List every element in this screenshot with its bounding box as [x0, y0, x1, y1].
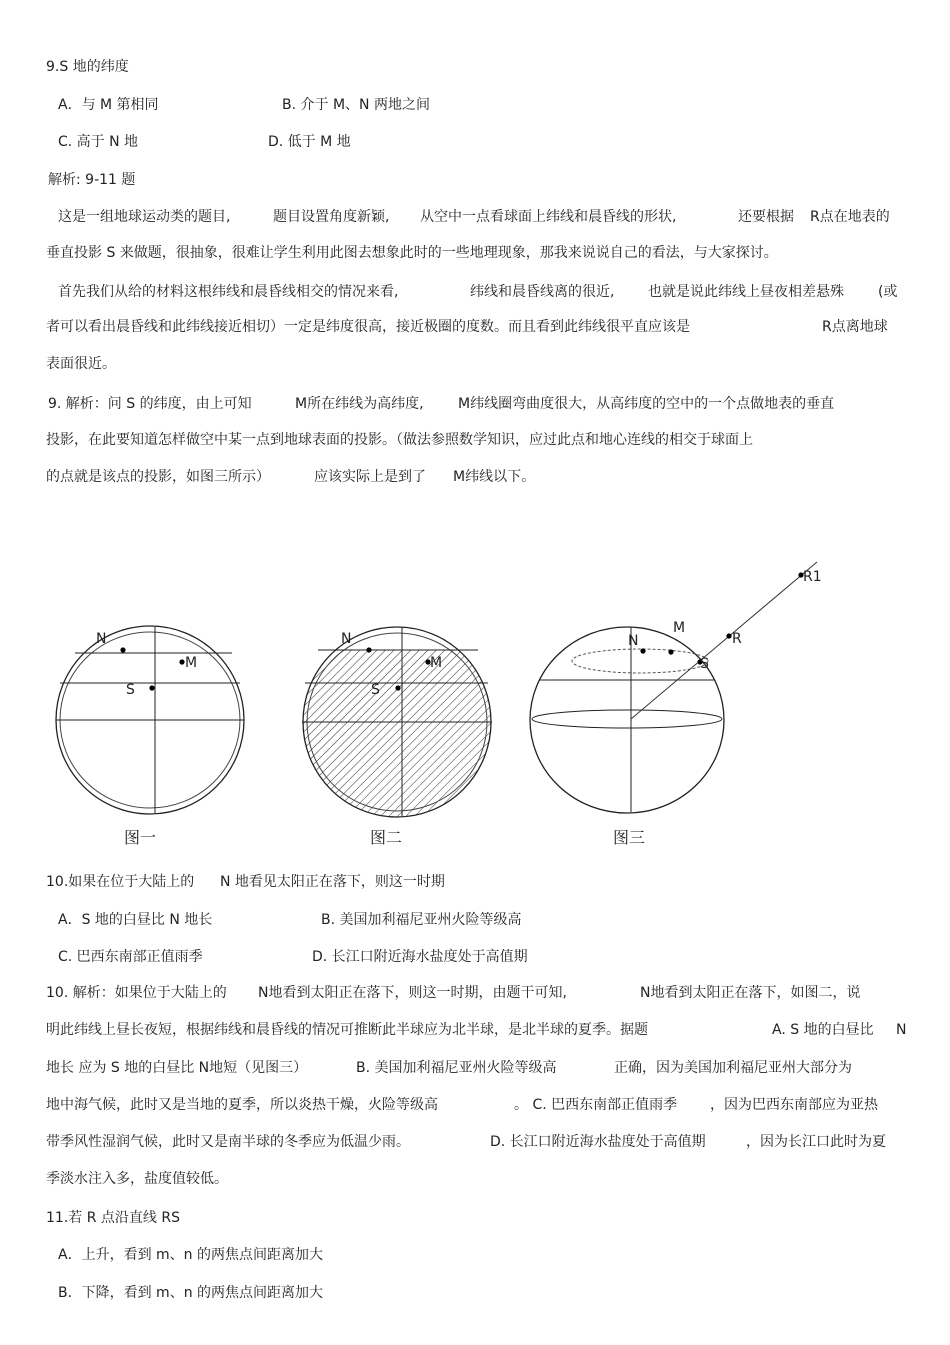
a10-line3-b: B. 美国加利福尼亚州火险等级高	[356, 1060, 557, 1076]
fig3-projection-line	[631, 562, 817, 719]
para1-line1-a: 这是一组地球运动类的题目,	[58, 209, 231, 225]
para2-line1-b: 纬线和晨昏线离的很近,	[470, 284, 615, 300]
para1-line2: 垂直投影 S 来做题，很抽象，很难让学生利用此图去想象此时的一些地理现象，那我来说说自己的看法，与大家探讨。	[46, 245, 778, 261]
fig2-label-n: N	[341, 631, 352, 647]
a9-line1-b: M所在纬线为高纬度,	[295, 396, 424, 412]
a9-line3-a: 的点就是该点的投影，如图三所示）	[46, 469, 270, 485]
para1-line1-c: 从空中一点看球面上纬线和晨昏线的形状,	[420, 209, 677, 225]
fig3-caption: 图三	[613, 828, 646, 847]
q9-option-b: B. 介于 M、N 两地之间	[282, 97, 430, 113]
fig2-caption: 图二	[370, 828, 403, 847]
para1-line1-d: 还要根据	[738, 209, 794, 225]
q11-option-b: B．下降，看到 m、n 的两焦点间距离加大	[58, 1285, 324, 1301]
fig3-globe	[530, 627, 724, 813]
para2-line1-d: (或	[878, 284, 898, 300]
figure-3	[530, 562, 822, 847]
q10-option-b: B. 美国加利福尼亚州火险等级高	[321, 912, 522, 928]
a10-line1-a: 10. 解析：如果位于大陆上的	[46, 985, 227, 1001]
fig3-equator	[532, 710, 722, 728]
para2-line3: 表面很近。	[46, 356, 116, 372]
fig1-caption: 图一	[124, 828, 157, 847]
figure-2	[290, 627, 510, 847]
a9-line3-c: M纬线以下。	[453, 469, 536, 485]
a10-line4-c: ，因为巴西东南部应为亚热	[710, 1097, 878, 1113]
a9-line2: 投影，在此要知道怎样做空中某一点到地球表面的投影。（做法参照数学知识，应过此点和地心连线的相交于球面上	[46, 432, 753, 448]
para1-line1-e: R点在地表的	[810, 209, 890, 225]
fig3-label-r1: R1	[803, 569, 822, 585]
a9-line3-b: 应该实际上是到了	[314, 469, 426, 485]
para2-line2-a: 者可以看出晨昏线和此纬线接近相切）一定是纬度很高，接近极圈的度数。而且看到此纬线很平直应该是	[46, 319, 690, 335]
fig1-label-m: M	[185, 655, 198, 671]
a10-line4-b: 。 C. 巴西东南部正值雨季	[514, 1097, 678, 1113]
fig1-label-s: S	[126, 682, 135, 698]
a10-line1-b: N地看到太阳正在落下，则这一时期，由题干可知,	[258, 985, 567, 1001]
fig2-label-s: S	[371, 682, 380, 698]
para1-line1-b: 题目设置角度新颖,	[273, 209, 390, 225]
fig3-label-r: R	[732, 631, 742, 647]
para2-line2-b: R点离地球	[822, 319, 888, 335]
q10-title-b: N 地看见太阳正在落下，则这一时期	[220, 874, 445, 890]
a10-line6: 季淡水注入多，盐度值较低。	[46, 1171, 228, 1187]
fig3-label-s: S	[700, 656, 709, 672]
fig3-label-n: N	[628, 633, 639, 649]
q10-option-c: C. 巴西东南部正值雨季	[58, 949, 203, 965]
q9-option-c: C. 高于 N 地	[58, 134, 139, 150]
a10-line5-a: 带季风性湿润气候，此时又是南半球的冬季应为低温少雨。	[46, 1134, 410, 1150]
figures-diagram	[0, 540, 950, 860]
figure-1	[56, 626, 244, 847]
analysis-heading: 解析: 9-11 题	[48, 172, 136, 188]
para2-line1-a: 首先我们从给的材料这根纬线和晨昏线相交的情况来看,	[58, 284, 399, 300]
a10-line5-c: ，因为长江口此时为夏	[746, 1134, 886, 1150]
a10-line2-c: N	[896, 1022, 907, 1038]
q10-title-a: 10.如果在位于大陆上的	[46, 874, 195, 890]
q9-option-a: A．与 M 第相同	[58, 97, 159, 113]
a10-line4-a: 地中海气候，此时又是当地的夏季，所以炎热干燥，火险等级高	[46, 1097, 438, 1113]
a9-line1-a: 9. 解析：问 S 的纬度，由上可知	[48, 396, 252, 412]
fig3-latitude-circle	[572, 649, 708, 673]
fig1-label-n: N	[96, 631, 107, 647]
a10-line3-c: 正确，因为美国加利福尼亚州大部分为	[614, 1060, 852, 1076]
q9-title: 9.S 地的纬度	[46, 59, 129, 75]
fig2-night-shading	[290, 650, 510, 830]
a10-line2-a: 明此纬线上昼长夜短，根据纬线和晨昏线的情况可推断此半球应为北半球，是北半球的夏季。据题	[46, 1022, 648, 1038]
fig3-label-m: M	[673, 620, 686, 636]
q9-option-d: D. 低于 M 地	[268, 134, 351, 150]
a10-line1-c: N地看到太阳正在落下，如图二，说	[640, 985, 861, 1001]
a10-line3-a: 地长 应为 S 地的白昼比 N地短（见图三）	[46, 1060, 308, 1076]
q11-option-a: A．上升，看到 m、n 的两焦点间距离加大	[58, 1247, 323, 1263]
a10-line5-b: D. 长江口附近海水盐度处于高值期	[490, 1134, 706, 1150]
fig2-label-m: M	[430, 655, 443, 671]
q10-option-d: D. 长江口附近海水盐度处于高值期	[312, 949, 528, 965]
q11-title: 11.若 R 点沿直线 RS	[46, 1210, 180, 1226]
a10-line2-b: A. S 地的白昼比	[772, 1022, 874, 1038]
q10-option-a: A．S 地的白昼比 N 地长	[58, 912, 213, 928]
para2-line1-c: 也就是说此纬线上昼夜相差悬殊	[648, 284, 844, 300]
a9-line1-c: M纬线圈弯曲度很大，从高纬度的空中的一个点做地表的垂直	[458, 396, 835, 412]
